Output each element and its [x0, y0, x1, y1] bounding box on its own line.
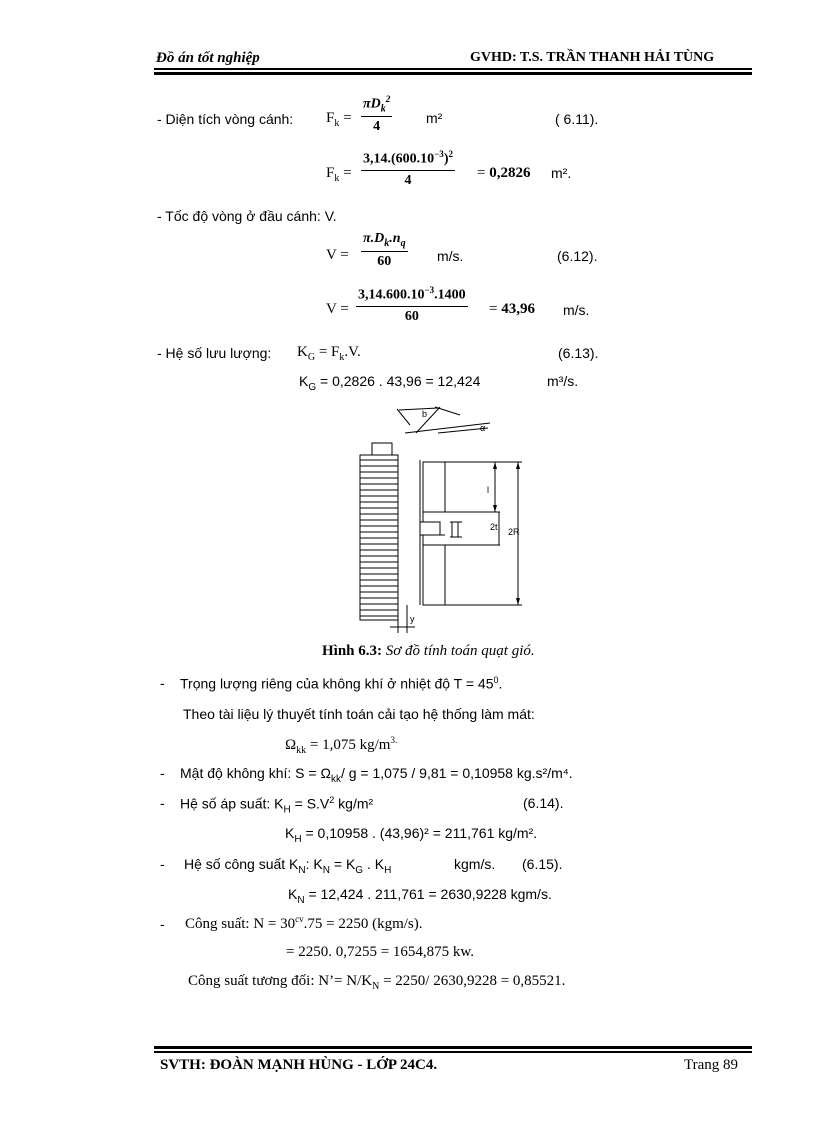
bullet-pressure: Hệ số áp suất: $K_H = S.V^2$ kg/m²: [180, 795, 374, 816]
bullet-dash: -: [160, 675, 165, 691]
line-speed-calc-unit: m/s.: [563, 302, 590, 318]
line-area-unit: m²: [426, 110, 443, 126]
line-flow-formula: $K_G = F_k.V$.: [297, 344, 361, 363]
footer-left: SVTH: ĐOÀN MẠNH HÙNG - LỚP 24C4.: [160, 1057, 438, 1073]
dim-b-right: [435, 407, 460, 415]
blade-lower: [423, 545, 445, 605]
footer-rule-thin: [154, 1051, 752, 1053]
figure-caption: Hình 6.3: Sơ đồ tính toán quạt gió.: [322, 643, 535, 659]
bullet-pressure-ref: (6.14).: [523, 795, 564, 811]
bullet-density-formula: $\Omega_{kk} = 1,075$ $kg/m^{3.}$: [285, 735, 398, 756]
line-flow-calc: $K_G = 0,2826$ . 43,96 = 12,424: [299, 373, 481, 393]
line-area-calc-lhs: $F_k$ =: [326, 165, 352, 184]
footer-page-number: Trang 89: [684, 1057, 739, 1073]
dim-b-left: [397, 409, 410, 425]
fraction-area-calc: $3,14.(600.10^{-3})^2$ 4: [363, 149, 453, 188]
fraction-area-num: $\pi D_k^2$: [363, 94, 391, 115]
label-alpha: α: [480, 423, 486, 433]
line-speed-calc-result: = 43,96: [489, 301, 535, 317]
bullet-power-coeff-unit: kgm/s.: [454, 856, 496, 872]
line-area-ref: ( 6.11).: [555, 111, 599, 127]
bullet-pressure-calc: $K_H = 0,10958$ . (43,96)² = 211,761 kg/m².: [285, 825, 538, 845]
bullet-power-line2: = 2250. 0,7255 = 1654,875 kw.: [286, 944, 475, 960]
bullet-dash: -: [160, 795, 165, 811]
bullet-dash: -: [160, 765, 165, 781]
dim-b: [399, 408, 438, 410]
bullet-power: Công suất: $N = 30^{cv}.75 = 2250$ (kgm/s).: [185, 914, 423, 932]
bullet-dash: -: [160, 856, 165, 872]
bullet-power-coeff-calc: $K_N = 12,424$ . 211,761 = 2630,9228 kgm/s.: [288, 886, 552, 906]
header-right: GVHD: T.S. TRẦN THANH HẢI TÙNG: [470, 50, 715, 65]
hub: [420, 522, 440, 535]
header-rule-thin: [154, 68, 752, 70]
footer-rule-thick: [154, 1046, 752, 1049]
fraction-area-calc-num: $3,14.(600.10^{-3})^2$: [363, 149, 453, 167]
bullet-power-relative: Công suất tương đối: N’= $N/K_N = 2250/$ 2630,9228 = 0,85521.: [188, 973, 566, 992]
line-area-lhs: $F_k$ =: [326, 110, 352, 129]
line-flow-label: - Hệ số lưu lượng:: [157, 345, 272, 361]
label-2r: 2R: [508, 527, 520, 537]
label-y: y: [410, 614, 415, 624]
line-speed-label: - Tốc độ vòng ở đầu cánh: V.: [157, 208, 337, 224]
bullet-dash: -: [160, 916, 165, 932]
label-2t: 2t: [490, 522, 498, 532]
blade-upper: [423, 462, 445, 512]
fan-diagram: [350, 405, 540, 635]
line-flow-calc-unit: m³/s.: [547, 373, 579, 389]
header-left: Đồ án tốt nghiệp: [156, 50, 260, 66]
line-speed-calc-lhs: V =: [326, 301, 349, 317]
line-flow-ref: (6.13).: [558, 345, 599, 361]
bullet-power-coeff: Hệ số công suất $K_N$: $K_N = K_G$ . $K_H$: [184, 856, 392, 876]
fraction-area: $\pi D_k^2$ 4: [363, 94, 391, 135]
label-b: b: [422, 409, 428, 419]
label-l: l: [487, 485, 489, 495]
bullet-power-coeff-ref: (6.15).: [522, 856, 563, 872]
fraction-speed-calc: $3,14.600.10^{-3}.1400$ 60: [358, 285, 466, 324]
line-speed-lhs: V =: [326, 247, 349, 263]
bullet-air-density: Mật độ không khí: $S = \Omega_{kk}/$ g = 1,075 / 9,81 = 0,10958 kg.s²/m⁴.: [180, 765, 573, 785]
bullet-density-subtext: Theo tài liệu lý thuyết tính toán cải tạo hệ thống làm mát:: [183, 706, 535, 722]
line-area-calc-result: = 0,2826: [477, 165, 531, 181]
line-area-label: - Diện tích vòng cánh:: [157, 111, 294, 127]
fraction-speed: $\pi.D_k.n_q$ 60: [363, 231, 406, 269]
line-speed-ref: (6.12).: [557, 248, 598, 264]
line-speed-unit: m/s.: [437, 248, 464, 264]
header-rule-thick: [154, 72, 752, 75]
line-area-calc-unit: m².: [551, 165, 572, 181]
bullet-density-text: Trọng lượng riêng của không khí ở nhiệt độ $T = 45^0$.: [180, 675, 503, 692]
